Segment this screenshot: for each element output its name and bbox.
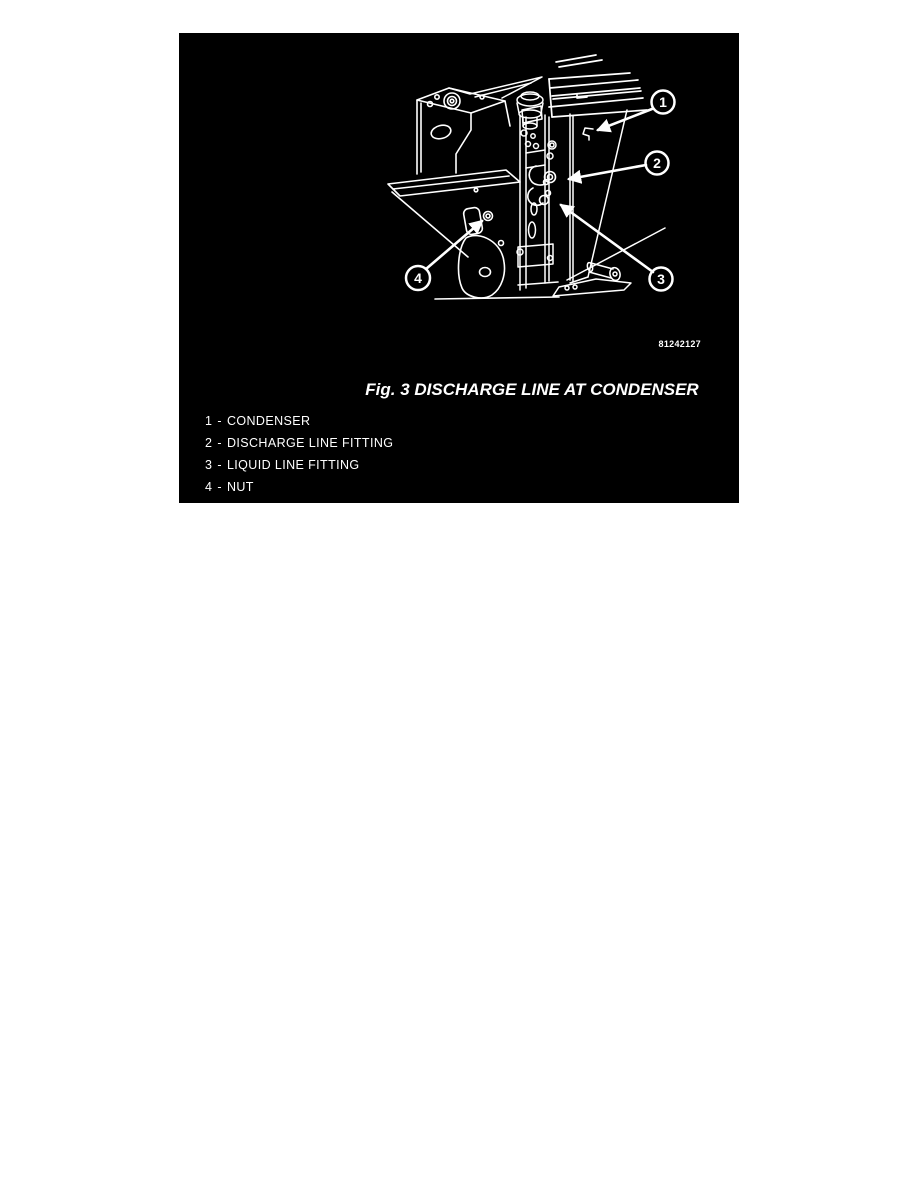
radiator-cap (517, 92, 543, 138)
clip-hook (583, 128, 593, 140)
legend-dash: - (217, 458, 222, 472)
callout-number-4: 4 (414, 270, 422, 286)
line-fittings (528, 166, 556, 205)
legend-item-nut (205, 481, 729, 494)
legend-label: CONDENSER (226, 414, 311, 428)
liquid-line-fitting (546, 191, 551, 196)
figure-image-number: 81242127 (658, 339, 701, 349)
callout-leaders (426, 109, 653, 272)
leader-3 (561, 205, 653, 272)
fan-shroud-point (449, 77, 542, 98)
legend-number: 4 (205, 480, 213, 494)
foot-bracket (553, 262, 631, 296)
legend-label: DISCHARGE LINE FITTING (226, 436, 394, 450)
legend-label: LIQUID LINE FITTING (226, 458, 360, 472)
callout-number-1: 1 (659, 94, 667, 110)
legend-number: 1 (205, 414, 213, 428)
legend-dash: - (217, 480, 222, 494)
figure-panel (179, 33, 739, 503)
figure-caption: Fig. 3 DISCHARGE LINE AT CONDENSER (365, 380, 699, 399)
legend-dash: - (217, 414, 222, 428)
condenser-line-drawing (179, 33, 739, 333)
legend-label: NUT (226, 480, 254, 494)
condenser-top-slab (549, 55, 647, 117)
callout-number-2: 2 (653, 155, 661, 171)
callout-number-3: 3 (657, 271, 665, 287)
mounting-nut (484, 212, 493, 221)
discharge-line-fitting (545, 172, 556, 183)
end-tank-column (517, 106, 556, 290)
legend-number: 3 (205, 458, 213, 472)
legend-dash: - (217, 436, 222, 450)
legend-number: 2 (205, 436, 213, 450)
legend-item-discharge-line-fitting (205, 437, 729, 450)
figure-legend (205, 415, 729, 503)
legend-item-liquid-line-fitting (205, 459, 729, 472)
leader-2 (569, 165, 646, 179)
condenser-front-face (567, 110, 665, 283)
legend-item-condenser (205, 415, 729, 428)
